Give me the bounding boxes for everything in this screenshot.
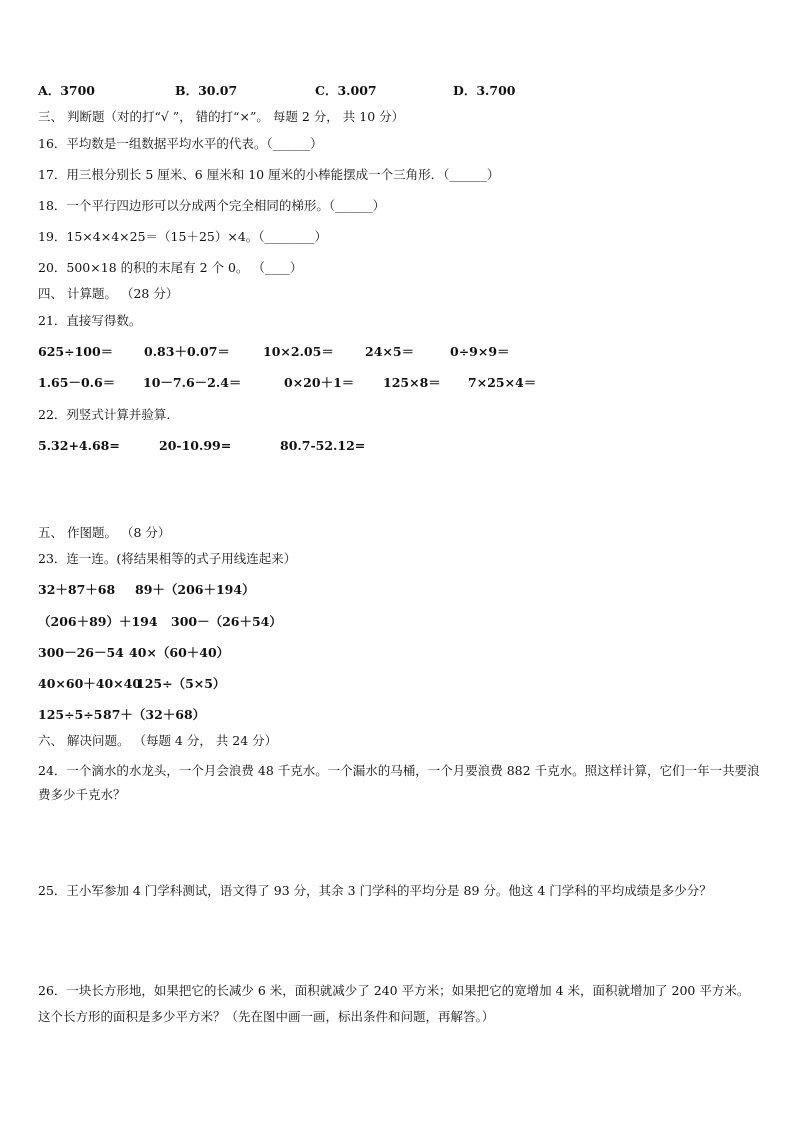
question-24: 24．一个滴水的水龙头，一个月会浪费 48 千克水。一个漏水的马桶，一个月要浪费 882 千克水。照这样计算，它们一年一共要浪费多少千克水？: [38, 763, 760, 802]
q23-right-3: 40×（60＋40）: [129, 645, 230, 660]
q23-left-2: （206＋89）＋194: [38, 614, 158, 629]
section-3-heading: 三、 判断题（对的打“√ ”， 错的打“×”。 每题 2 分， 共 10 分）: [38, 109, 405, 124]
option-d: D．3.700: [453, 83, 516, 98]
option-a: A．3700: [38, 83, 95, 98]
q23-left-5: 125÷5÷5: [38, 707, 103, 722]
q21-r2-c5: 7×25×4＝: [468, 375, 537, 390]
section-5-heading: 五、 作图题。 （8 分）: [38, 525, 171, 540]
q23-right-4: 125÷（5×5）: [136, 676, 226, 691]
q21-r2-c4: 125×8＝: [383, 375, 441, 390]
question-23: 23．连一连。(将结果相等的式子用线连起来）: [38, 551, 297, 566]
question-22: 22．列竖式计算并验算.: [38, 407, 171, 422]
q23-right-2: 300－（26＋54）: [171, 614, 282, 629]
q23-left-4: 40×60＋40×40: [38, 676, 142, 691]
question-18: 18．一个平行四边形可以分成两个完全相同的梯形。（______）: [38, 198, 386, 213]
q23-right-1: 89＋（206＋194）: [135, 582, 255, 597]
option-b: B．30.07: [175, 83, 238, 98]
q21-r1-c3: 10×2.05＝: [263, 344, 334, 359]
q21-r1-c5: 0÷9×9＝: [450, 344, 510, 359]
q21-r1-c4: 24×5＝: [365, 344, 415, 359]
question-21: 21．直接写得数。: [38, 313, 142, 328]
question-26: 26．一块长方形地，如果把它的长减少 6 米，面积就减少了 240 平方米；如果把它的宽增加 4 米，面积就增加了 200 平方米。这个长方形的面积是多少平方米？（先在图中画一画，标出条件和问题，再解答。）: [38, 983, 750, 1024]
question-19: 19．15×4×4×25＝（15＋25）×4。（________）: [38, 229, 328, 244]
section-6-heading: 六、 解决问题。 （每题 4 分， 共 24 分）: [38, 733, 278, 748]
option-c: C．3.007: [315, 83, 377, 98]
q22-expr-1: 5.32+4.68=: [38, 438, 120, 453]
question-16: 16．平均数是一组数据平均水平的代表。（______）: [38, 136, 323, 151]
q23-right-5: 87＋（32＋68）: [103, 707, 206, 722]
q21-r2-c2: 10－7.6－2.4＝: [143, 375, 242, 390]
q22-expr-2: 20-10.99=: [159, 438, 232, 453]
question-20: 20．500×18 的积的末尾有 2 个 0。 （____）: [38, 260, 303, 275]
question-25: 25．王小军参加 4 门学科测试，语文得了 93 分，其余 3 门学科的平均分是 89 分。他这 4 门学科的平均成绩是多少分？: [38, 883, 712, 898]
q23-left-3: 300－26－54: [38, 645, 124, 660]
section-4-heading: 四、 计算题。 （28 分）: [38, 286, 179, 301]
q23-left-1: 32＋87＋68: [38, 582, 116, 597]
q21-r1-c1: 625÷100＝: [38, 344, 114, 359]
q22-expr-3: 80.7-52.12=: [280, 438, 366, 453]
question-17: 17．用三根分别长 5 厘米、6 厘米和 10 厘米的小棒能摆成一个三角形．（______）: [38, 167, 500, 182]
q21-r2-c3: 0×20＋1＝: [284, 375, 355, 390]
q21-r2-c1: 1.65－0.6＝: [38, 375, 116, 390]
q21-r1-c2: 0.83＋0.07＝: [144, 344, 230, 359]
